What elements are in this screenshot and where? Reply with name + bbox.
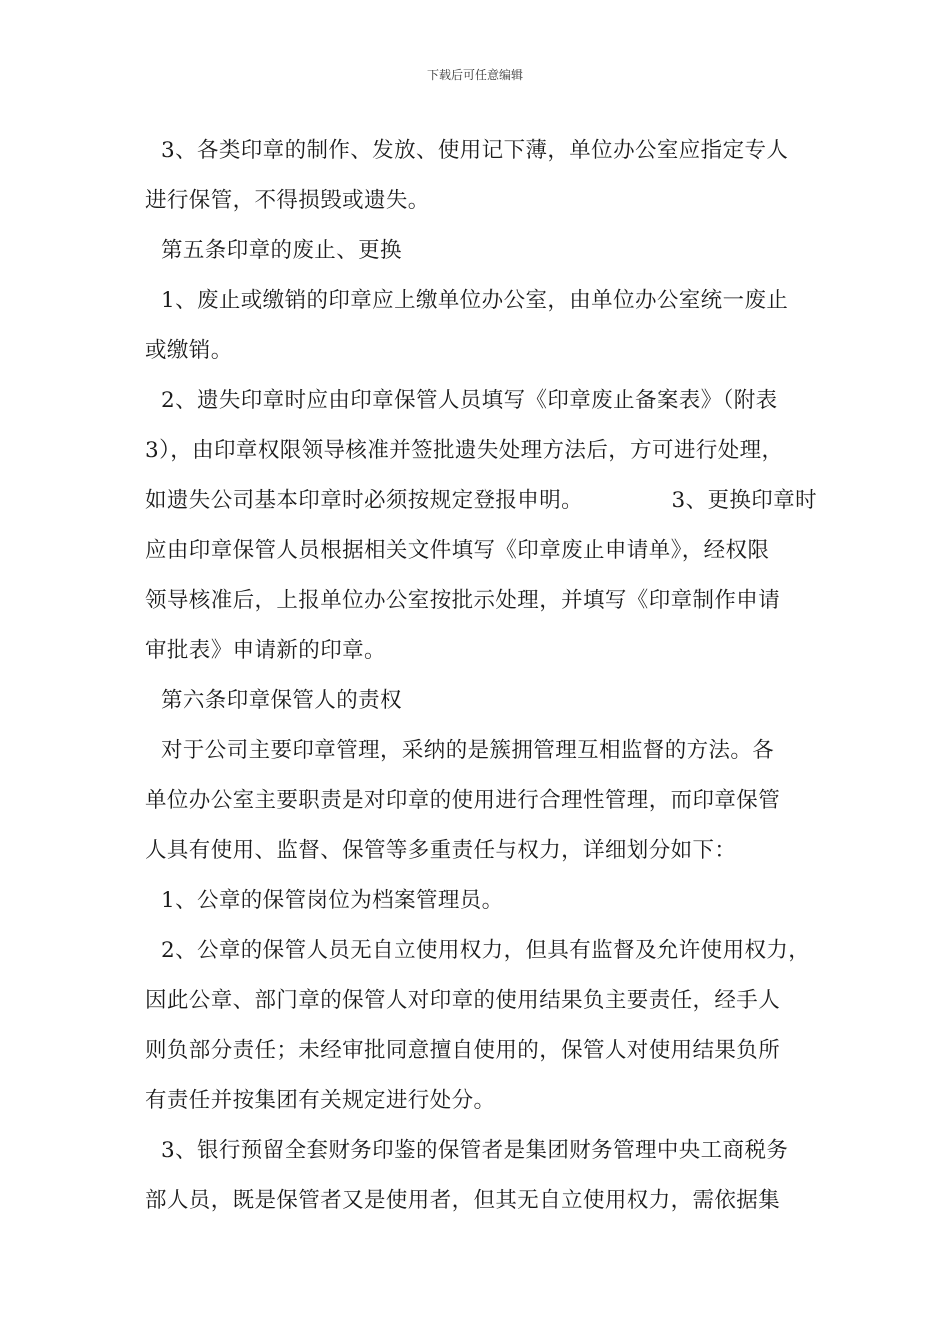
paragraph-line: 2、公章的保管人员无自立使用权力，但具有监督及允许使用权力， — [161, 938, 811, 963]
paragraph-line: 领导核准后，上报单位办公室按批示处理，并填写《印章制作申请 — [145, 588, 781, 613]
paragraph-line: 1、公章的保管岗位为档案管理员。 — [161, 888, 504, 913]
paragraph-line: 审批表》申请新的印章。 — [145, 638, 386, 663]
section-heading: 第五条印章的废止、更换 — [161, 238, 402, 263]
paragraph-line: 部人员，既是保管者又是使用者，但其无自立使用权力，需依据集 — [145, 1188, 781, 1213]
paragraph-line: 则负部分责任；未经审批同意擅自使用的，保管人对使用结果负所 — [145, 1038, 781, 1063]
paragraph-line: 人具有使用、监督、保管等多重责任与权力，详细划分如下： — [145, 838, 737, 863]
paragraph-line: 1、废止或缴销的印章应上缴单位办公室，由单位办公室统一废止 — [161, 288, 789, 313]
paragraph-line: 应由印章保管人员根据相关文件填写《印章废止申请单》，经权限 — [145, 538, 770, 563]
paragraph-line-split — [145, 476, 817, 526]
paragraph-line: 有责任并按集团有关规定进行处分。 — [145, 1088, 496, 1113]
body-text — [145, 126, 817, 1226]
paragraph-line: 进行保管，不得损毁或遗失。 — [145, 188, 430, 213]
paragraph-line: 因此公章、部门章的保管人对印章的使用结果负主要责任，经手人 — [145, 988, 781, 1013]
section-heading: 第六条印章保管人的责权 — [161, 688, 402, 713]
paragraph-line: 3、银行预留全套财务印鉴的保管者是集团财务管理中央工商税务 — [161, 1138, 789, 1163]
header-note: 下载后可任意编辑 — [426, 68, 523, 82]
paragraph-line: 2、遗失印章时应由印章保管人员填写《印章废止备案表》（附表 — [161, 388, 778, 413]
paragraph-line-left: 如遗失公司基本印章时必须按规定登报申明。 — [145, 488, 584, 513]
paragraph-line: 单位办公室主要职责是对印章的使用进行合理性管理，而印章保管 — [145, 788, 781, 813]
paragraph-line: 3、各类印章的制作、发放、使用记下薄，单位办公室应指定专人 — [161, 138, 789, 163]
paragraph-line: 3），由印章权限领导核准并签批遗失处理方法后，方可进行处理， — [145, 438, 784, 463]
paragraph-line: 对于公司主要印章管理，采纳的是簇拥管理互相监督的方法。各 — [161, 738, 775, 763]
paragraph-line: 或缴销。 — [145, 338, 233, 363]
paragraph-line-right: 3、更换印章时 — [671, 488, 817, 513]
